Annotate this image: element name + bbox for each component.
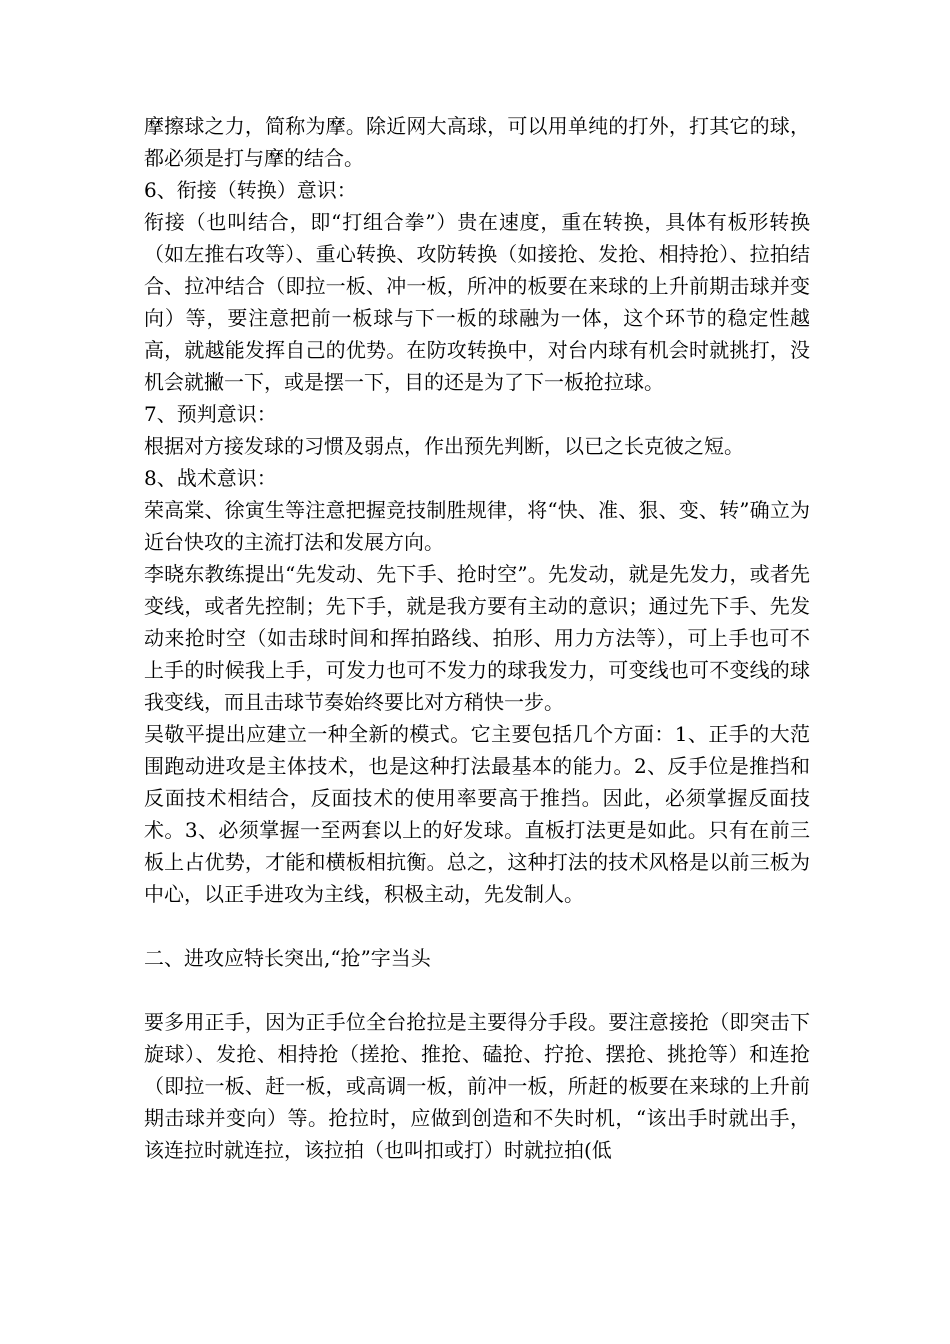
document-page — [144, 110, 810, 1166]
blank-line — [144, 974, 810, 1006]
paragraph-li-xiaodong: 李晓东教练提出“先发动、先下手、抢时空”。先发动，就是先发力，或者先变线，或者先控制；先下手，就是我方要有主动的意识；通过先下手、先发动来抢时空（如击球时间和挥拍路线、拍形、用力方法等），可上手也可不上手的时候我上手，可发力也可不发力的球我发力，可变线也可不变线的球我变线，而且击球节奏始终要比对方稍快一步。 — [144, 562, 810, 714]
paragraph-rub-friction: 摩擦球之力，简称为摩。除近网大高球，可以用单纯的打外，打其它的球，都必须是打与摩的结合。 — [144, 114, 810, 170]
paragraph-transition: 衔接（也叫结合，即“打组合拳”）贵在速度，重在转换，具体有板形转换（如左推右攻等）、重心转换、攻防转换（如接抢、发抢、相持抢）、拉拍结合、拉冲结合（即拉一板、冲一板，所冲的板要在来球的上升前期击球并变向）等，要注意把前一板球与下一板的球融为一体，这个环节的稳定性越高，就越能发挥自己的优势。在防攻转换中，对台内球有机会时就挑打，没机会就撇一下，或是摆一下，目的还是为了下一板抢拉球。 — [144, 210, 810, 394]
paragraph-anticipation: 根据对方接发球的习惯及弱点，作出预先判断，以已之长克彼之短。 — [144, 434, 744, 458]
paragraph-rong-xu: 荣高棠、徐寅生等注意把握竞技制胜规律，将“快、准、狠、变、转”确立为近台快攻的主流打法和发展方向。 — [144, 498, 810, 554]
heading-section-two: 二、进攻应特长突出,“抢”字当头 — [144, 946, 431, 970]
heading-anticipation-awareness: 7、预判意识： — [144, 402, 277, 426]
paragraph-forehand-attack: 要多用正手，因为正手位全台抢拉是主要得分手段。要注意接抢（即突击下旋球）、发抢、相持抢（搓抢、推抢、磕抢、拧抢、摆抢、挑抢等）和连抢（即拉一板、赶一板，或高调一板，前冲一板，所赶的板要在来球的上升前期击球并变向）等。抢拉时，应做到创造和不失时机，“该出手时就出手，该连拉时就连拉，该拉拍（也叫扣或打）时就拉拍(低 — [144, 1010, 810, 1162]
paragraph-wu-jingping: 吴敬平提出应建立一种全新的模式。它主要包括几个方面：1、正手的大范围跑动进攻是主体技术，也是这种打法最基本的能力。2、反手位是推挡和反面技术相结合，反面技术的使用率要高于推挡。因此，必须掌握反面技术。3、必须掌握一至两套以上的好发球。直板打法更是如此。只有在前三板上占优势，才能和横板相抗衡。总之，这种打法的技术风格是以前三板为中心，以正手进攻为主线，积极主动，先发制人。 — [144, 722, 810, 906]
heading-transition-awareness: 6、衔接（转换）意识： — [144, 178, 357, 202]
heading-tactical-awareness: 8、战术意识： — [144, 466, 277, 490]
blank-line — [144, 910, 810, 942]
